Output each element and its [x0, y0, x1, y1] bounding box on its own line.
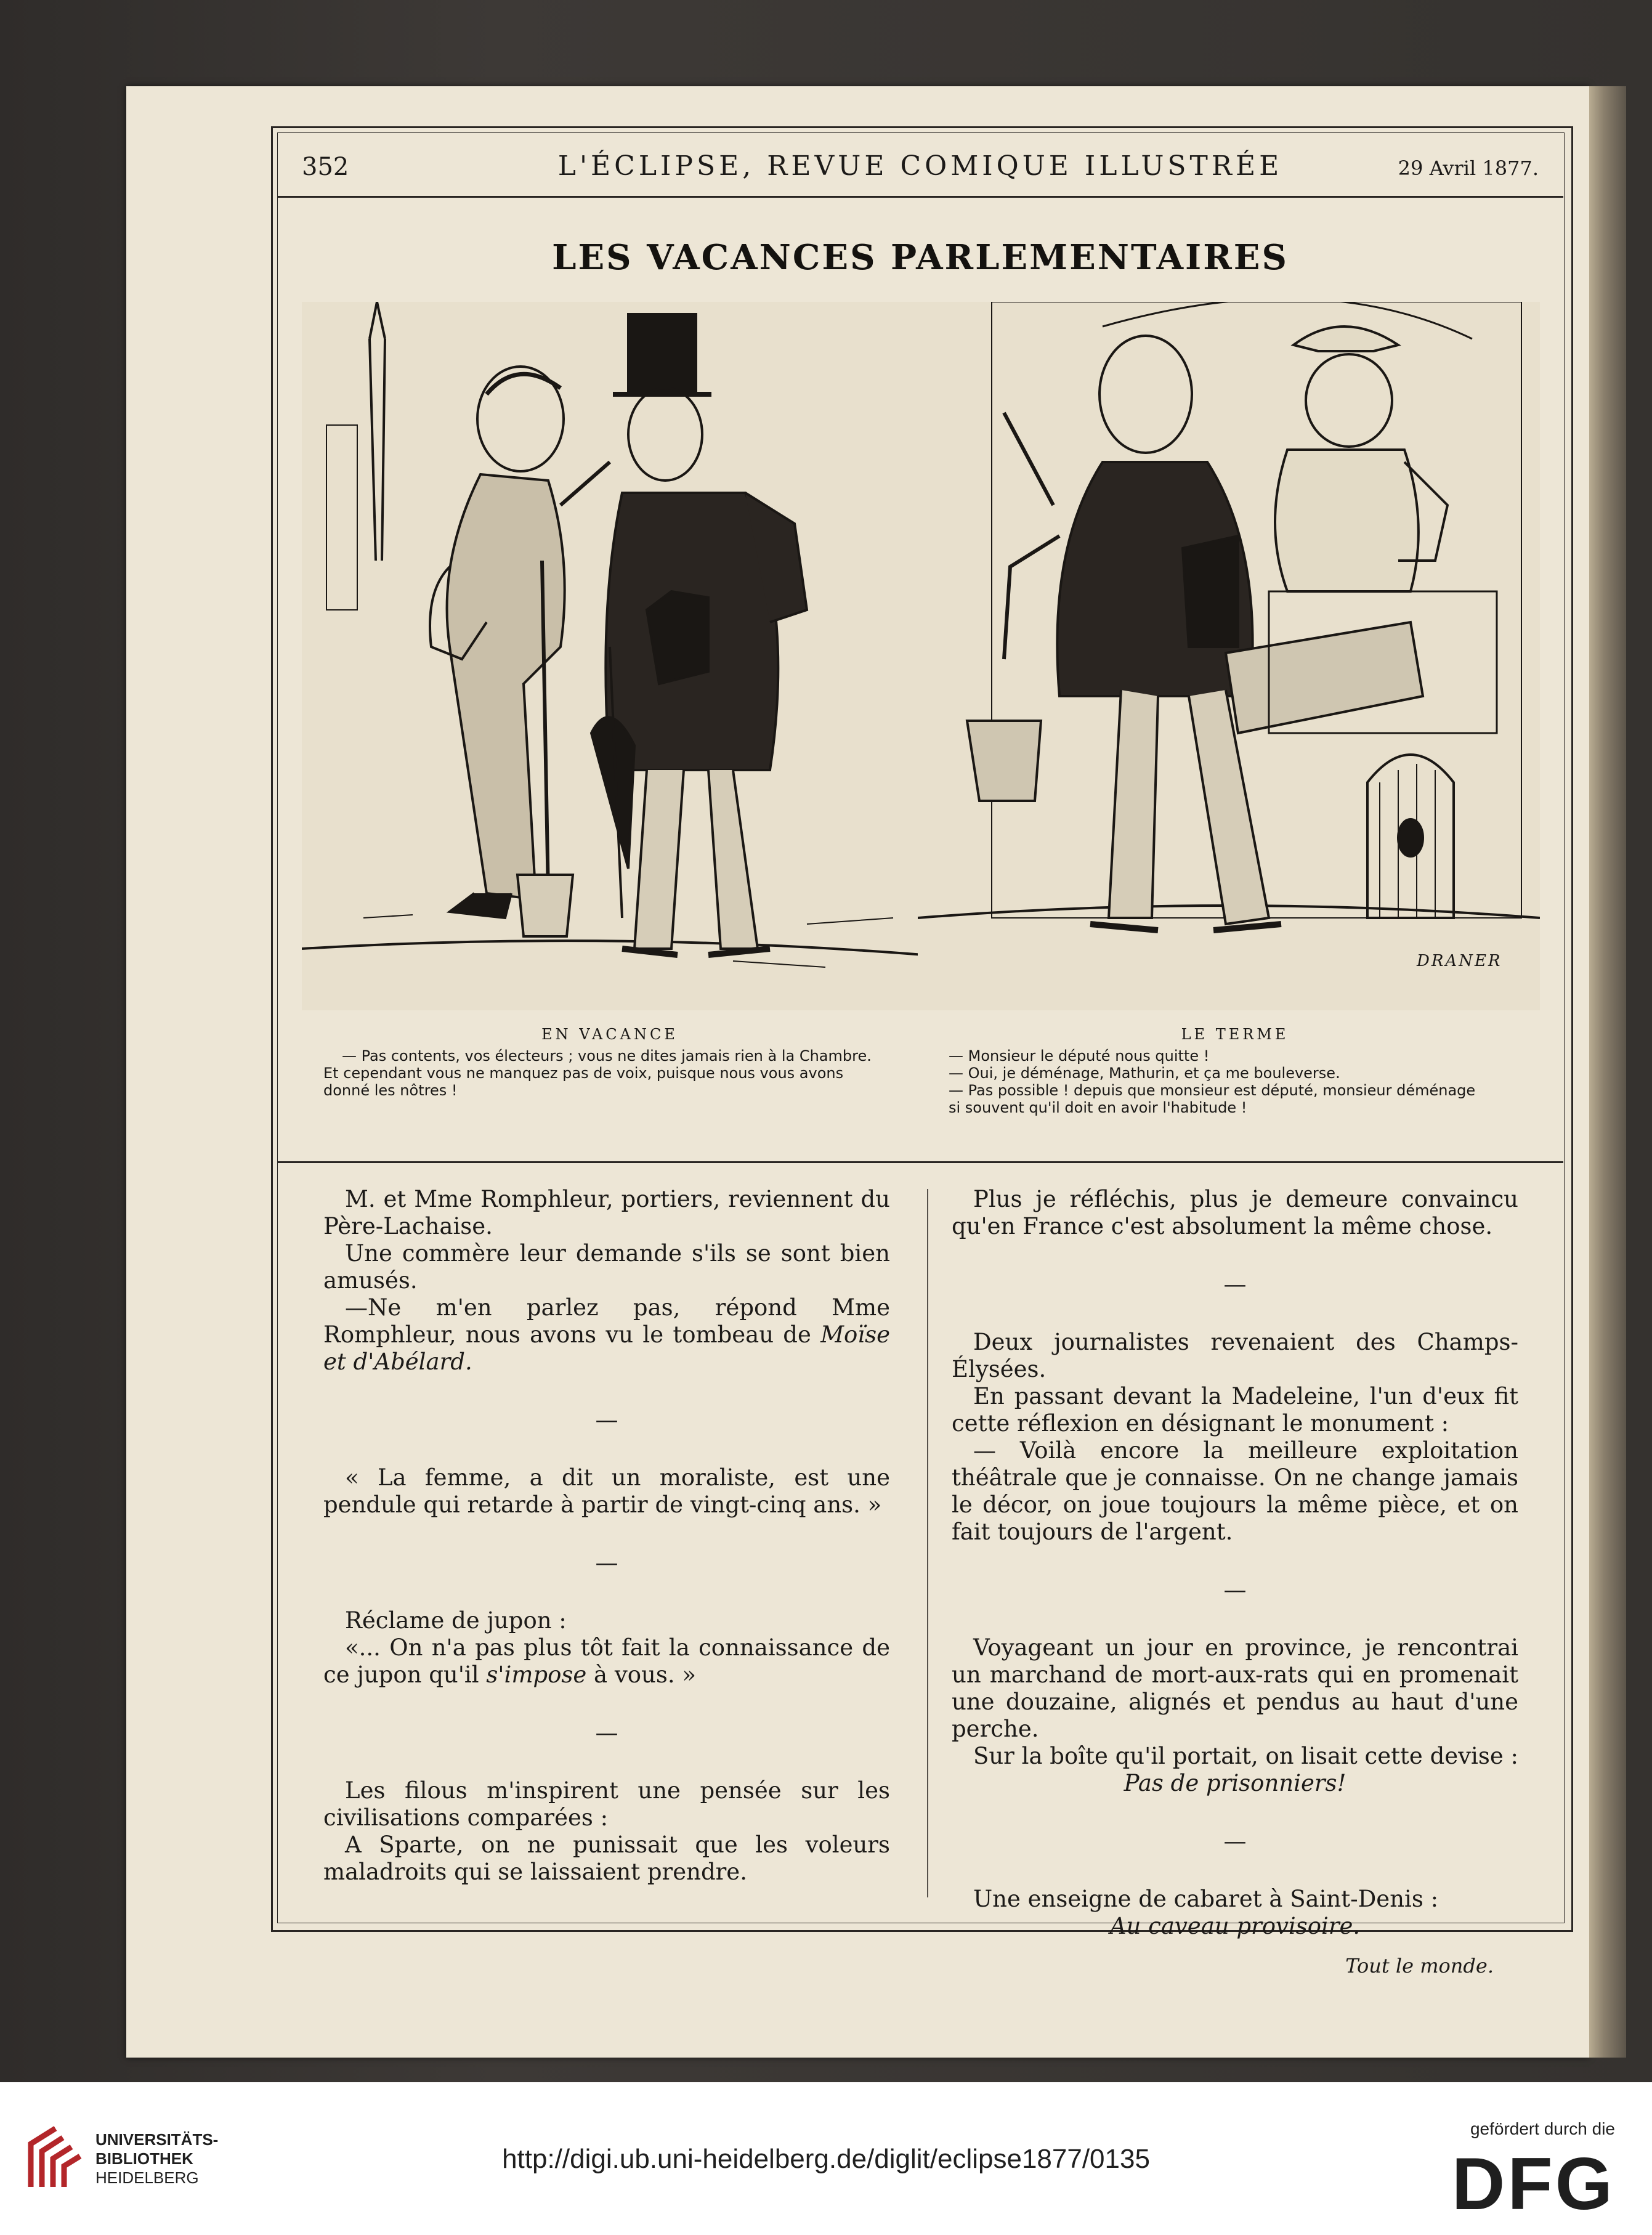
paragraph: M. et Mme Romphleur, portiers, reviennent du Père-Lachaise. — [323, 1186, 890, 1239]
separator-dash: — — [1223, 1576, 1247, 1603]
paragraph: Plus je réfléchis, plus je demeure convaincu qu'en France c'est absolument la même chose. — [952, 1186, 1518, 1239]
caption-title-left: EN VACANCE — [541, 1026, 678, 1043]
institution-line: BIBLIOTHEK — [95, 2149, 193, 2168]
caption-line: — Pas possible ! depuis que monsieur est député, monsieur déménage — [949, 1082, 1476, 1099]
institution-line: HEIDELBERG — [95, 2168, 199, 2187]
illustration-le-terme — [918, 302, 1540, 1010]
quoted-sign: Au caveau provisoire. — [1109, 1913, 1361, 1939]
paragraph: Deux journalistes revenaient des Champs-Élysées. — [952, 1329, 1518, 1382]
separator-dash: — — [595, 1406, 618, 1433]
paragraph: « La femme, a dit un moraliste, est une pendule qui retarde à partir de vingt-cinq ans. » — [323, 1464, 890, 1518]
permalink-url[interactable]: http://digi.ub.uni-heidelberg.de/diglit/eclipse1877/0135 — [502, 2144, 1150, 2174]
paragraph-italic: Moïse et d'Abélard. — [323, 1321, 890, 1375]
quoted-motto: Pas de prisonniers! — [1124, 1770, 1346, 1796]
caption-text-left — [323, 1047, 896, 1099]
paragraph: Une enseigne de cabaret à Saint-Denis : — [973, 1886, 1439, 1912]
article-title: LES VACANCES PARLEMENTAIRES — [552, 237, 1289, 278]
funding-label: gefördert durch die — [1470, 2119, 1615, 2138]
header-rule — [277, 196, 1563, 198]
page-edge — [1589, 86, 1626, 2058]
dfg-logo[interactable]: DFG — [1451, 2143, 1615, 2225]
caption-line: — Monsieur le député nous quitte ! — [949, 1047, 1210, 1065]
paragraph-italic: s'impose — [486, 1661, 587, 1688]
viewer-footer — [0, 2082, 1652, 2235]
artist-signature: DRANER — [1417, 952, 1502, 970]
paragraph: En passant devant la Madeleine, l'un d'eux fit cette réflexion en désignant le monument : — [952, 1383, 1518, 1437]
paragraph: — Voilà encore la meilleure exploitation théâtrale que je connaisse. On ne change jamais le décor, on joue toujours la même pièce, et on fait toujours de l'argent. — [952, 1437, 1518, 1545]
caption-line: — Oui, je déménage, Mathurin, et ça me bouleverse. — [949, 1065, 1340, 1082]
illustration-le-terme-drawing — [918, 302, 1540, 1010]
separator-dash: — — [1223, 1271, 1247, 1297]
paragraph — [323, 1634, 890, 1689]
separator-dash: — — [595, 1549, 618, 1576]
caption-line: donné les nôtres ! — [323, 1082, 458, 1099]
paragraph: Sur la boîte qu'il portait, on lisait cette devise : — [973, 1743, 1519, 1769]
separator-dash: — — [595, 1719, 618, 1746]
caption-line: Et cependant vous ne manquez pas de voix, puisque nous vous avons — [323, 1065, 844, 1082]
text-column-right — [952, 1186, 1518, 1979]
paragraph: Les filous m'inspirent une pensée sur les civilisations comparées : — [323, 1777, 890, 1831]
caption-title-right: LE TERME — [1181, 1026, 1289, 1043]
page-header — [277, 142, 1563, 197]
illustration-en-vacance-drawing — [302, 302, 924, 1010]
paragraph: Une commère leur demande s'ils se sont bien amusés. — [323, 1240, 890, 1294]
paragraph: Réclame de jupon : — [345, 1607, 567, 1634]
paragraph — [323, 1294, 890, 1376]
paragraph-text: —Ne m'en parlez pas, répond Mme Romphleur, nous avons vu le tombeau de — [323, 1294, 890, 1348]
text-column-left — [323, 1186, 890, 1886]
institution-line: UNIVERSITÄTS- — [95, 2130, 219, 2149]
illustration-en-vacance — [302, 302, 924, 1010]
journal-title: L'ÉCLIPSE, REVUE COMIQUE ILLUSTRÉE — [557, 150, 1283, 182]
caption-text-right — [949, 1047, 1521, 1116]
separator-dash: — — [1223, 1828, 1247, 1854]
caption-line: — Pas contents, vos électeurs ; vous ne dites jamais rien à la Chambre. — [342, 1047, 872, 1065]
paragraph-text: «... On n'a pas plus tôt fait la connaissance de ce jupon qu'il — [323, 1634, 890, 1688]
page-number: 352 — [302, 153, 349, 181]
paragraph: Voyageant un jour en province, je rencontrai un marchand de mort-aux-rats qui en promenait une douzaine, alignés et pendus au haut d'une perche. — [952, 1634, 1518, 1742]
issue-date: 29 Avril 1877. — [1398, 156, 1539, 180]
caption-line: si souvent qu'il doit en avoir l'habitude ! — [949, 1099, 1247, 1116]
column-signature: Tout le monde. — [1345, 1954, 1494, 1977]
column-separator — [927, 1189, 928, 1897]
section-rule — [277, 1161, 1563, 1163]
paragraph: A Sparte, on ne punissait que les voleurs maladroits qui se laissaient prendre. — [323, 1831, 890, 1885]
paragraph-text: à vous. » — [586, 1661, 697, 1688]
